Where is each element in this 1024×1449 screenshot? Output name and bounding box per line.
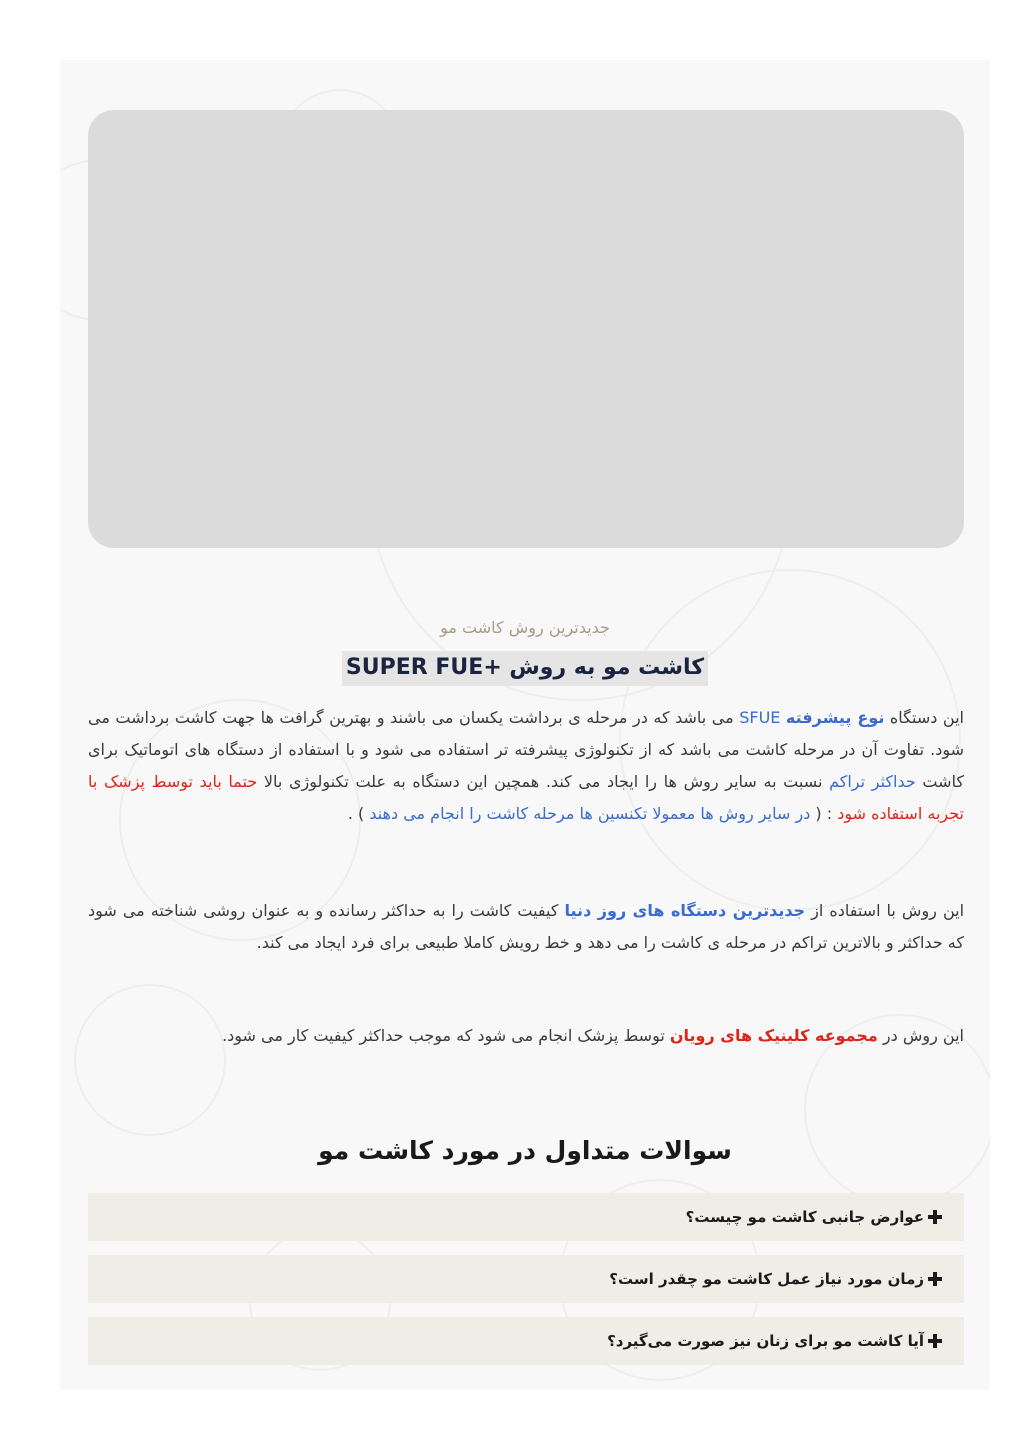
plus-icon[interactable] [928, 1210, 942, 1224]
article-container [60, 60, 990, 1390]
faq-question: زمان مورد نیاز عمل کاشت مو چقدر است؟ [609, 1270, 924, 1288]
text-sfue: SFUE [739, 708, 786, 727]
text-segment: توسط پزشک انجام می شود که موجب حداکثر کیفیت کار می شود. [222, 1026, 670, 1045]
note-technicians: در سایر روش ها معمولا تکنسین ها مرحله کاشت را انجام می دهند [369, 804, 811, 823]
link-max-density[interactable]: حداکثر تراکم [829, 772, 916, 791]
faq-question: عوارض جانبی کاشت مو چیست؟ [685, 1208, 924, 1226]
faq-item-duration[interactable] [88, 1255, 964, 1303]
text-segment: این دستگاه [884, 708, 964, 727]
section-heading-wrap [60, 651, 990, 686]
text-segment: ) . [347, 804, 370, 823]
text-segment: این روش با استفاده از [805, 901, 965, 920]
faq-question: آیا کاشت مو برای زنان نیز صورت می‌گیرد؟ [607, 1332, 924, 1350]
text-segment: نسبت به سایر روش ها را ایجاد می کند. همچین این دستگاه به علت تکنولوژی بالا [257, 772, 830, 791]
section-subtitle: جدیدترین روش کاشت مو [440, 618, 610, 637]
paragraph-clinic [88, 1020, 964, 1052]
faq-item-women[interactable] [88, 1317, 964, 1365]
plus-icon[interactable] [928, 1334, 942, 1348]
link-royan-clinics[interactable]: مجموعه کلینیک های رویان [669, 1026, 878, 1045]
text-segment: می باشد که در مرحله ی برداشت یکسان می باشند و بهترین گرافت ها جهت کاشت برداشت می شود. تفاوت آن در مرحله کاشت می باشد که از تکنولوژی پیشرفته تر استفاده می شود و با استفاده از دستگاه های اتوماتیک برای کاشت [88, 708, 965, 791]
paragraph-newest-devices [88, 895, 964, 959]
link-advanced-type[interactable]: نوع پیشرفته [785, 708, 885, 727]
emphasis-part: حتما باید توسط پزشک با تجربه استفاده شود [88, 772, 964, 823]
faq-item-side-effects[interactable] [88, 1193, 964, 1241]
text-segment: این روش در [877, 1026, 964, 1045]
hero-media-placeholder [88, 110, 964, 548]
plus-icon[interactable] [928, 1272, 942, 1286]
faq-title: سوالات متداول در مورد کاشت مو [318, 1136, 732, 1165]
paragraph-device-description [88, 702, 964, 830]
text-segment: : ( [810, 804, 838, 823]
link-newest-devices[interactable]: جدیدترین دستگاه های روز دنیا [564, 901, 806, 920]
section-heading: کاشت مو به روش +SUPER FUE [342, 651, 708, 686]
text-segment: کیفیت کاشت را به حداکثر رسانده و به عنوان روشی شناخته می شود که حداکثر و بالاترین تراکم در مرحله ی کاشت را می دهد و خط رویش کاملا طبیعی برای فرد ایجاد می کند. [88, 901, 964, 952]
